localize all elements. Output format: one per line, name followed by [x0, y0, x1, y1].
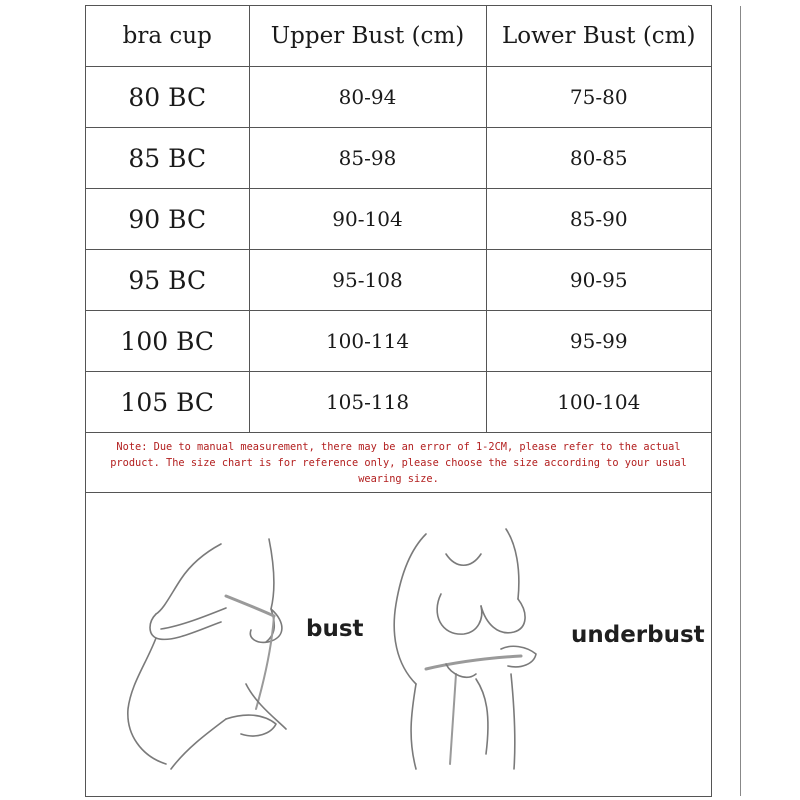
table-row — [86, 189, 711, 250]
header-lower-bust: Lower Bust (cm) — [486, 6, 711, 67]
size-table — [86, 6, 711, 433]
header-upper-bust: Upper Bust (cm) — [249, 6, 486, 67]
lower-bust-cell: 85-90 — [486, 189, 711, 250]
upper-bust-cell: 95-108 — [249, 250, 486, 311]
note-line: product. The size chart is for reference only, please choose the size according to your usual — [110, 457, 687, 469]
table-row — [86, 67, 711, 128]
upper-bust-cell: 80-94 — [249, 67, 486, 128]
cup-size-cell: 95 BC — [86, 250, 249, 311]
cup-size-cell: 100 BC — [86, 311, 249, 372]
lower-bust-cell: 95-99 — [486, 311, 711, 372]
table-header-row — [86, 6, 711, 67]
cup-size-cell: 90 BC — [86, 189, 249, 250]
lower-bust-cell: 75-80 — [486, 67, 711, 128]
right-edge-line — [740, 6, 741, 796]
table-row — [86, 372, 711, 433]
table-row — [86, 311, 711, 372]
cup-size-cell: 85 BC — [86, 128, 249, 189]
cup-size-cell: 105 BC — [86, 372, 249, 433]
underbust-figure-illustration — [386, 524, 566, 784]
upper-bust-cell: 105-118 — [249, 372, 486, 433]
cup-size-cell: 80 BC — [86, 67, 249, 128]
bust-figure-illustration — [126, 534, 306, 774]
lower-bust-cell: 90-95 — [486, 250, 711, 311]
underbust-label: underbust — [571, 622, 705, 648]
bust-label: bust — [306, 616, 364, 642]
upper-bust-cell: 90-104 — [249, 189, 486, 250]
note-line: Note: Due to manual measurement, there may be an error of 1-2CM, please refer to the actual — [116, 441, 681, 453]
upper-bust-cell: 100-114 — [249, 311, 486, 372]
note-line: wearing size. — [358, 473, 439, 485]
table-row — [86, 128, 711, 189]
upper-bust-cell: 85-98 — [249, 128, 486, 189]
lower-bust-cell: 100-104 — [486, 372, 711, 433]
lower-bust-cell: 80-85 — [486, 128, 711, 189]
header-bra-cup: bra cup — [86, 6, 249, 67]
measurement-illustration — [86, 494, 711, 796]
table-row — [86, 250, 711, 311]
size-chart-sheet — [85, 5, 712, 797]
measurement-note — [86, 432, 711, 493]
